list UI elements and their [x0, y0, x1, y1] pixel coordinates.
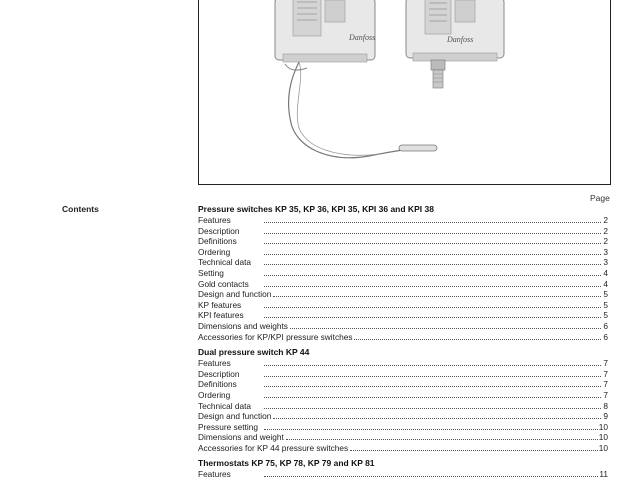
toc-entry-label: Design and function [198, 289, 272, 300]
toc-entry[interactable] [198, 226, 608, 237]
toc-entry-label: KPI features [198, 310, 244, 321]
toc-entry-page: 6 [603, 320, 608, 331]
toc-section [198, 458, 608, 480]
toc-entry-page: 7 [603, 368, 608, 379]
toc-entry-label: Ordering [198, 389, 231, 400]
toc-entry[interactable] [198, 289, 608, 300]
brand-mark-left: Danfoss [349, 33, 376, 42]
toc-entry-label: Features [198, 469, 231, 480]
toc-entry-label: Features [198, 358, 231, 369]
dot-leader [264, 285, 601, 287]
dot-leader [264, 428, 598, 430]
toc-entry[interactable] [198, 332, 608, 343]
toc-entry-label: Accessories for KP 44 pressure switches [198, 442, 349, 453]
dot-leader [273, 295, 601, 297]
toc-section [198, 204, 608, 342]
toc-entry[interactable] [198, 247, 608, 258]
dot-leader [264, 263, 601, 265]
dot-leader [264, 364, 601, 366]
dot-leader [286, 438, 598, 440]
toc-entry-label: Description [198, 225, 240, 236]
toc-entry-page: 3 [603, 257, 608, 268]
toc-entry-label: Description [198, 368, 240, 379]
toc-entry[interactable] [198, 432, 608, 443]
dot-leader [264, 407, 601, 409]
toc-entry-page: 3 [603, 246, 608, 257]
toc-entry-page: 2 [603, 225, 608, 236]
toc-entry-label: Design and function [198, 411, 272, 422]
toc-entry-page: 9 [603, 411, 608, 422]
toc-entry-label: Accessories for KP/KPI pressure switches [198, 331, 353, 342]
toc-section-title: Pressure switches KP 35, KP 36, KPI 35, KPI 36 and KPI 38 [198, 204, 434, 214]
dot-leader [264, 274, 601, 276]
toc-entry-label: Features [198, 215, 231, 225]
toc-entry[interactable] [198, 369, 608, 380]
toc-section-title: Thermostats KP 75, KP 78, KP 79 and KP 81 [198, 458, 375, 469]
toc-entry-page: 7 [603, 379, 608, 390]
toc-entry-label: Technical data [198, 400, 252, 411]
dot-leader [264, 242, 601, 244]
toc-entry-label: Dimensions and weight [198, 432, 284, 443]
page-column-header: Page [590, 193, 610, 203]
toc-entry[interactable] [198, 310, 608, 321]
toc-entry-page: 7 [603, 358, 608, 369]
toc-entry[interactable] [198, 268, 608, 279]
toc-entry-label: Ordering [198, 246, 231, 257]
toc-entry[interactable] [198, 401, 608, 412]
pressure-switch-unit-right [406, 0, 504, 88]
brand-mark-right: Danfoss [447, 35, 474, 44]
toc-entry-page: 2 [603, 215, 608, 225]
dot-leader [264, 316, 601, 318]
toc-entry-page: 2 [603, 236, 608, 247]
toc-entry-page: 6 [603, 331, 608, 342]
toc-entry[interactable] [198, 236, 608, 247]
toc-entry[interactable] [198, 257, 608, 268]
toc-entry-label: Pressure setting [198, 421, 258, 432]
toc-entry-page: 5 [603, 310, 608, 321]
toc-entry-page: 8 [603, 400, 608, 411]
toc-section [198, 347, 608, 453]
table-of-contents [198, 204, 608, 485]
toc-entry[interactable] [198, 358, 608, 369]
toc-entry-page: 10 [598, 442, 608, 453]
dot-leader [264, 385, 601, 387]
toc-entry-page: 4 [603, 278, 608, 289]
contents-heading: Contents [62, 204, 99, 214]
dot-leader [264, 221, 601, 223]
sidebar-band [0, 0, 198, 186]
toc-entry[interactable] [198, 390, 608, 401]
toc-entry-page: 5 [603, 299, 608, 310]
toc-entry-label: Dimensions and weights [198, 320, 288, 331]
dot-leader [264, 232, 601, 234]
toc-entry-label: Definitions [198, 379, 237, 390]
toc-entry[interactable] [198, 379, 608, 390]
toc-entry[interactable] [198, 411, 608, 422]
toc-entry[interactable] [198, 279, 608, 290]
toc-entry-label: Technical data [198, 257, 252, 268]
toc-entry-label: KP features [198, 299, 242, 310]
product-photo [198, 0, 611, 185]
dot-leader [290, 327, 601, 329]
toc-entry[interactable] [198, 321, 608, 332]
toc-section-title: Dual pressure switch KP 44 [198, 347, 310, 358]
product-illustration [199, 0, 612, 185]
dot-leader [264, 253, 601, 255]
toc-entry[interactable] [198, 469, 608, 480]
toc-entry-label: Setting [198, 267, 224, 278]
toc-entry-page: 10 [598, 421, 608, 432]
toc-entry-label: Definitions [198, 236, 237, 247]
toc-entry-label: Gold contacts [198, 278, 249, 289]
dot-leader [350, 449, 598, 451]
dot-leader [264, 375, 601, 377]
toc-entry[interactable] [198, 422, 608, 433]
dot-leader [264, 396, 601, 398]
toc-entry[interactable] [198, 300, 608, 311]
dot-leader [354, 338, 601, 340]
toc-entry-page: 10 [598, 432, 608, 443]
toc-entry[interactable] [198, 443, 608, 454]
toc-entry-page: 7 [603, 389, 608, 400]
toc-entry-page: 11 [599, 469, 608, 480]
dot-leader [264, 306, 601, 308]
toc-entry-page: 5 [603, 289, 608, 300]
toc-entry[interactable] [198, 215, 608, 226]
dot-leader [264, 475, 598, 477]
toc-entry-page: 4 [603, 267, 608, 278]
dot-leader [273, 417, 601, 419]
